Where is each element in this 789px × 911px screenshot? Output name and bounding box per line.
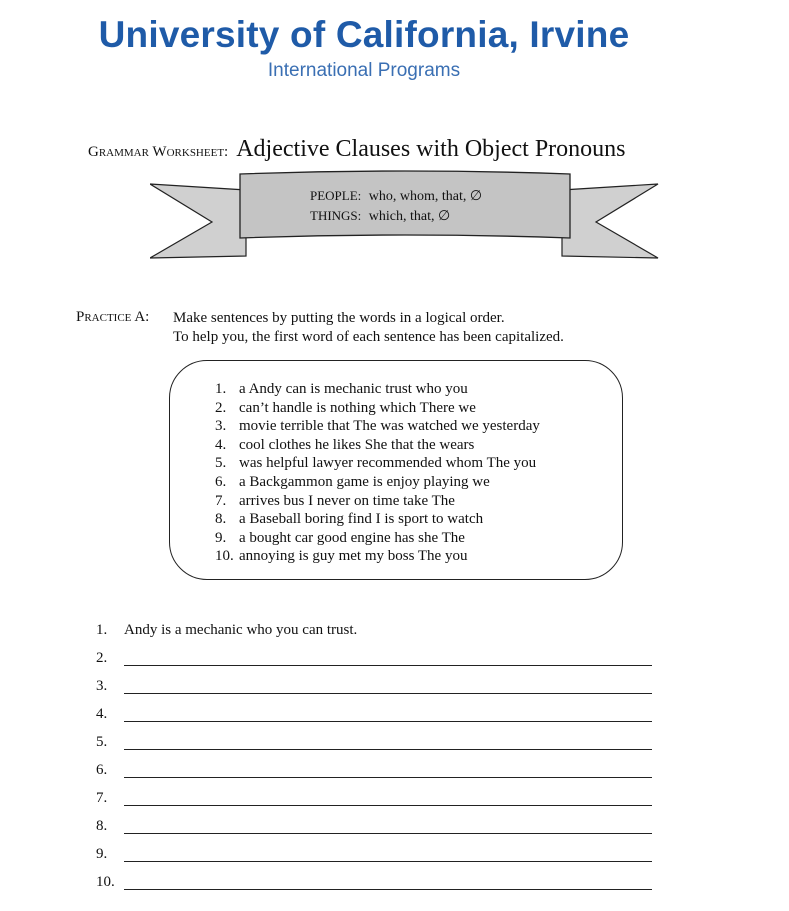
answer-row[interactable] <box>96 846 124 866</box>
item-number: 7. <box>215 492 227 509</box>
instruction-line: To help you, the first word of each sentence has been capitalized. <box>173 329 564 345</box>
item-text: arrives bus I never on time take The <box>239 492 455 509</box>
answer-text: Andy is a mechanic who you can trust. <box>124 622 358 638</box>
worksheet-heading <box>88 136 626 163</box>
people-label: PEOPLE: <box>310 188 362 203</box>
answer-number: 5. <box>96 734 108 750</box>
item-text: cool clothes he likes She that the wears <box>239 436 475 453</box>
answer-line[interactable] <box>124 861 652 862</box>
item-number: 3. <box>215 418 227 435</box>
answer-line[interactable] <box>124 721 652 722</box>
things-label: THINGS: <box>310 208 362 223</box>
answer-number: 10. <box>96 874 115 890</box>
item-number: 2. <box>215 399 227 416</box>
item-number: 10. <box>215 548 234 565</box>
item-text: annoying is guy met my boss The you <box>239 548 468 565</box>
worksheet-label: Grammar Worksheet: <box>88 144 229 160</box>
list-item <box>215 454 540 473</box>
list-item <box>215 417 540 436</box>
answer-number: 9. <box>96 846 108 862</box>
answer-line[interactable] <box>124 665 652 666</box>
answer-number: 7. <box>96 790 108 806</box>
answer-line[interactable] <box>124 693 652 694</box>
answer-number: 4. <box>96 706 108 722</box>
item-text: was helpful lawyer recommended whom The you <box>239 455 537 472</box>
practice-instructions <box>173 309 564 347</box>
answer-line[interactable] <box>124 805 652 806</box>
answer-number: 8. <box>96 818 108 834</box>
item-number: 6. <box>215 473 227 490</box>
item-number: 8. <box>215 511 227 528</box>
answer-row[interactable] <box>96 818 124 838</box>
people-value: who, whom, that, ∅ <box>368 189 483 204</box>
list-item <box>215 380 540 399</box>
list-item <box>215 547 540 566</box>
item-text: a Backgammon game is enjoy playing we <box>239 473 490 490</box>
answer-line[interactable] <box>124 777 652 778</box>
answer-line[interactable] <box>124 749 652 750</box>
answer-line[interactable] <box>124 889 652 890</box>
answer-number: 6. <box>96 762 108 778</box>
answer-number: 1. <box>96 622 108 638</box>
list-item <box>215 529 540 548</box>
item-text: can’t handle is nothing which There we <box>239 399 476 416</box>
answer-number: 2. <box>96 650 108 666</box>
banner-text <box>310 186 482 226</box>
item-number: 5. <box>215 455 227 472</box>
list-item <box>215 473 540 492</box>
department-subtitle: International Programs <box>267 60 461 81</box>
answer-row[interactable] <box>96 678 124 698</box>
item-number: 4. <box>215 436 227 453</box>
answer-row[interactable] <box>96 790 124 810</box>
answer-row[interactable] <box>96 874 124 894</box>
word-list <box>215 380 540 566</box>
item-text: a bought car good engine has she The <box>239 529 465 546</box>
answer-row <box>96 622 357 642</box>
item-text: a Baseball boring find I is sport to watch <box>239 511 484 528</box>
item-text: a Andy can is mechanic trust who you <box>239 381 468 397</box>
university-title: University of California, Irvine <box>98 14 630 55</box>
ribbon-left-tail <box>150 184 246 258</box>
things-value: which, that, ∅ <box>368 209 451 224</box>
answer-line[interactable] <box>124 833 652 834</box>
answer-row[interactable] <box>96 734 124 754</box>
answer-row[interactable] <box>96 762 124 782</box>
item-text: movie terrible that The was watched we yesterday <box>239 418 540 435</box>
practice-label: Practice A: <box>76 309 150 325</box>
item-number: 9. <box>215 529 227 546</box>
list-item <box>215 436 540 455</box>
list-item <box>215 399 540 418</box>
ribbon-right-tail <box>562 184 658 258</box>
answer-row[interactable] <box>96 706 124 726</box>
answer-number: 3. <box>96 678 108 694</box>
list-item <box>215 492 540 511</box>
answer-row[interactable] <box>96 650 124 670</box>
item-number: 1. <box>215 381 227 397</box>
list-item <box>215 510 540 529</box>
worksheet-title: Adjective Clauses with Object Pronouns <box>236 136 626 162</box>
instruction-line: Make sentences by putting the words in a logical order. <box>173 310 505 326</box>
